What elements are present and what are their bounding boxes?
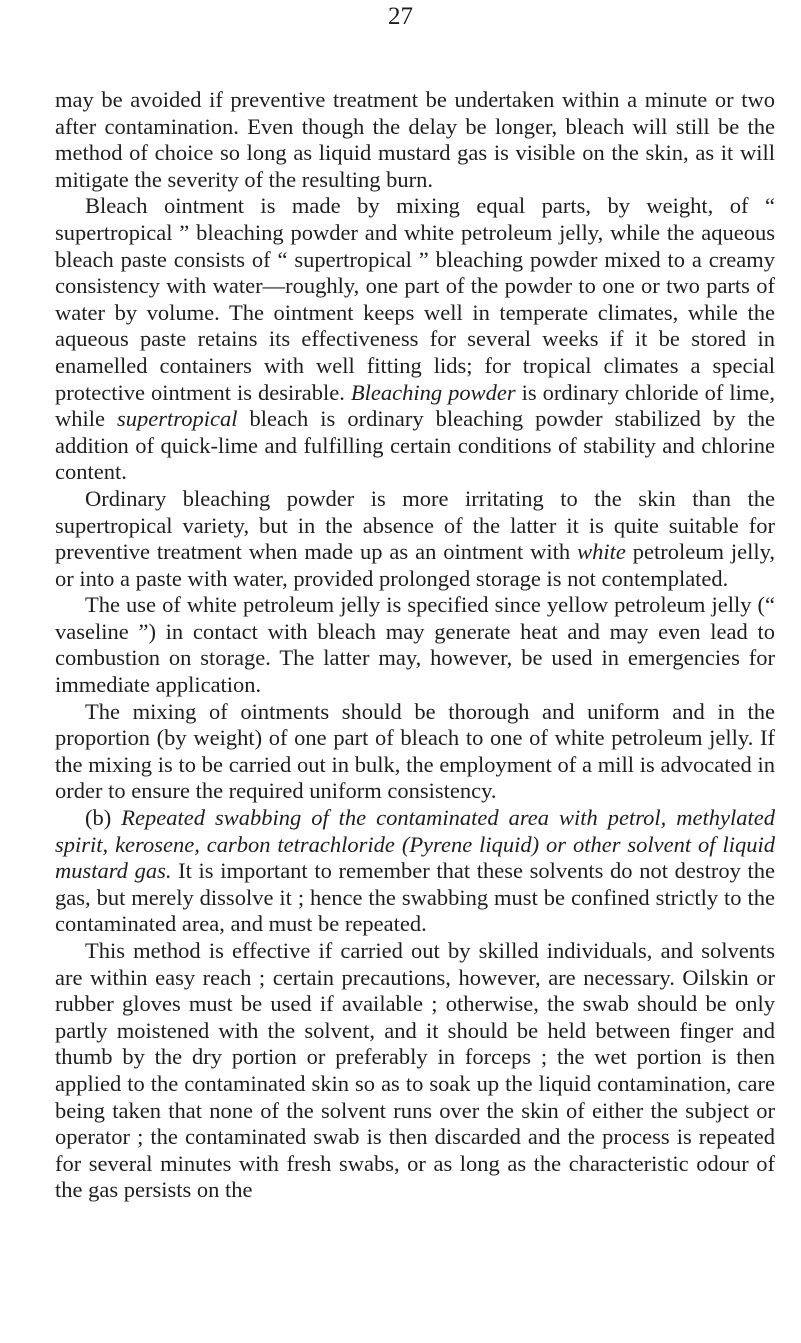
paragraph-2-text-b: is ordinary chloride of lime, while	[55, 379, 775, 432]
page-number: 27	[388, 3, 413, 30]
body-text	[55, 87, 775, 1204]
paragraph-2-text-c: bleach is ordinary bleaching powder stabilized by the addition of quick-lime and fulfilling certain conditions of stability and chlorine content.	[55, 406, 775, 485]
paragraph-2	[55, 193, 775, 486]
paragraph-3-text-a: Ordinary bleaching powder is more irritating to the skin than the supertropical variety, but in the absence of the latter it is quite suitable for preventive treatment when made up as an ointment with	[55, 485, 775, 565]
section-heading-italic: Repeated swabbing of the contaminated area with petrol, methylated spirit, kerosene, carbon tetrachloride (Pyrene liquid) or other solvent of liquid mustard gas.	[55, 805, 776, 884]
paragraph-3	[55, 486, 775, 592]
paragraph-3-text-b: petroleum jelly, or into a paste with water, provided prolonged storage is not contemplated.	[55, 539, 776, 591]
term-bleaching-powder: Bleaching powder	[350, 379, 516, 405]
paragraph-5: The mixing of ointments should be thorough and uniform and in the proportion (by weight) of one part of bleach to one of white petroleum jelly. If the mixing is to be carried out in bulk, the employment of a mill is advocated in order to ensure the required uniform consistency.	[55, 698, 775, 804]
paragraph-2-text-a: Bleach ointment is made by mixing equal parts, by weight, of “ supertropical ” bleaching powder and white petroleum jelly, while the aqueous bleach paste consists of “ supertropical ” bleaching powder mixed to a creamy consistency with water—roughly, one part of the powder to one or two parts of water by volume. The ointment keeps well in temperate climates, while the aqueous paste retains its effectiveness for several weeks if it be stored in enamelled containers with well fitting lids; for tropical climates a special protective ointment is desirable.	[55, 193, 775, 405]
paragraph-6-text: It is important to remember that these solvents do not destroy the gas, but merely dissolve it ; hence the swabbing must be confined strictly to the contaminated area, and must be repeated.	[55, 858, 775, 937]
paragraph-1: may be avoided if preventive treatment be undertaken within a minute or two after contamination. Even though the delay be longer, bleach will still be the method of choice so long as liquid mustard gas is visible on the skin, as it will mitigate the severity of the resulting burn.	[55, 87, 775, 192]
section-label: (b)	[85, 805, 112, 831]
paragraph-4: The use of white petroleum jelly is specified since yellow petroleum jelly (“ vaseline ”) in contact with bleach may generate heat and may even lead to combustion on storage. The latter may, however, be used in emergencies for immediate application.	[55, 592, 775, 698]
paragraph-7: This method is effective if carried out by skilled individuals, and solvents are within easy reach ; certain precautions, however, are necessary. Oilskin or rubber gloves must be used if available ; otherwise, the swab should be only partly moistened with the solvent, and it should be held between finger and thumb by the dry portion or preferably in forceps ; the wet portion is then applied to the contaminated skin so as to soak up the liquid contamination, care being taken that none of the solvent runs over the skin of either the subject or operator ; the contaminated swab is then discarded and the process is repeated for several minutes with fresh swabs, or as long as the characteristic odour of the gas persists on the	[55, 938, 775, 1203]
paragraph-6	[55, 805, 775, 938]
term-supertropical: supertropical	[117, 406, 238, 432]
term-white: white	[577, 539, 626, 565]
